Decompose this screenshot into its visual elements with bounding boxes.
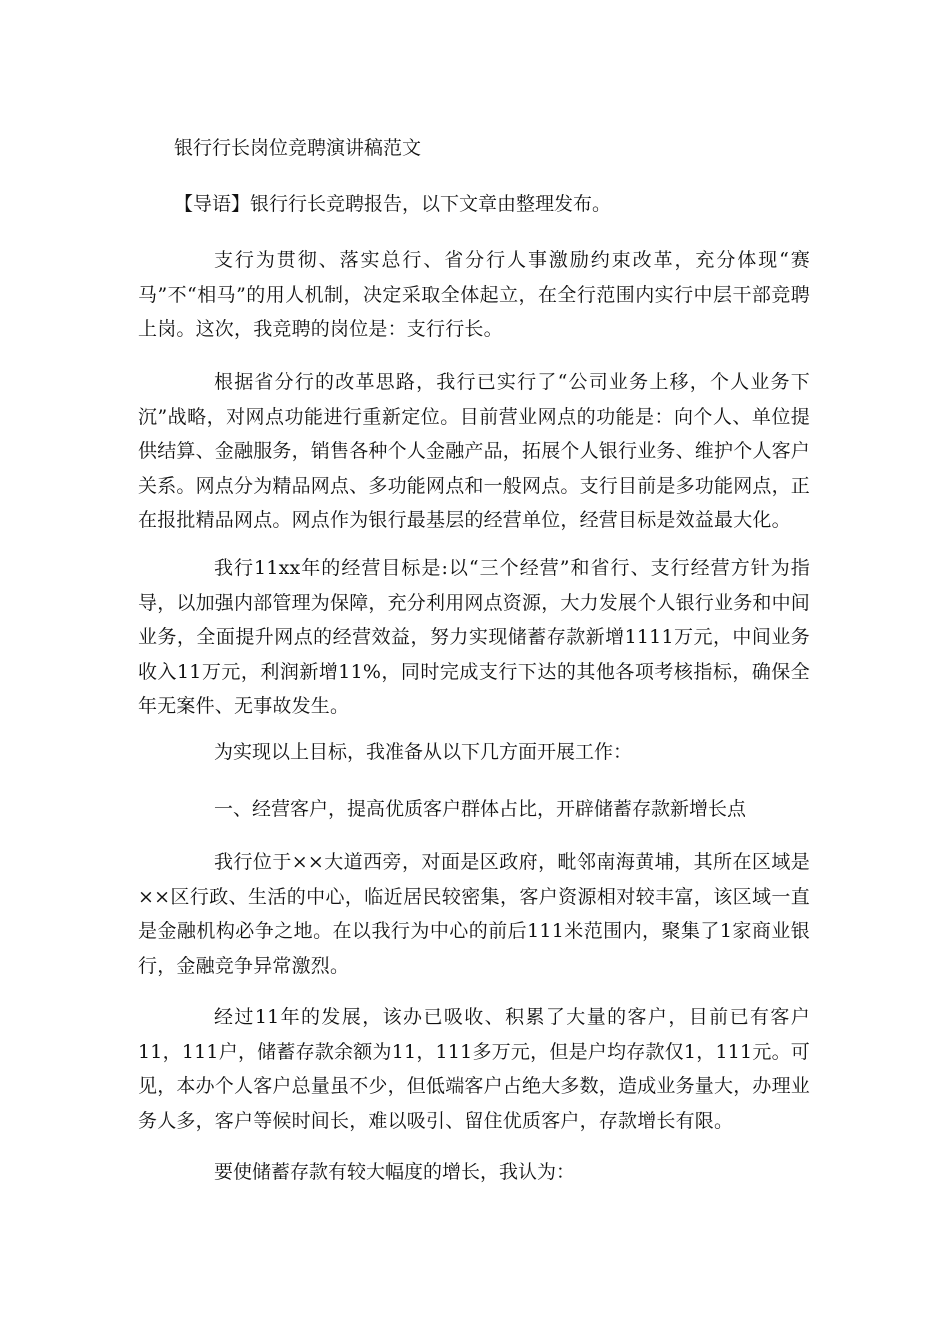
paragraph-5: 我行位于××大道西旁，对面是区政府，毗邻南海黄埔，其所在区域是××区行政、生活的中心，临近居民较密集，客户资源相对较丰富，该区域一直是金融机构必争之地。在以我行为中心的前后111米范围内，聚集了1家商业银行，金融竞争异常激烈。 [138, 851, 810, 977]
section-heading-1: 一、经营客户，提高优质客户群体占比，开辟储蓄存款新增长点 [214, 798, 747, 820]
paragraph-4: 为实现以上目标，我准备从以下几方面开展工作： [214, 741, 633, 763]
document-title: 银行行长岗位竞聘演讲稿范文 [174, 137, 422, 159]
document-lead: 【导语】银行行长竞聘报告，以下文章由整理发布。 [174, 193, 612, 215]
paragraph-7: 要使储蓄存款有较大幅度的增长，我认为： [214, 1161, 576, 1183]
paragraph-2: 根据省分行的改革思路，我行已实行了“公司业务上移，个人业务下沉”战略，对网点功能进行重新定位。目前营业网点的功能是：向个人、单位提供结算、金融服务，销售各种个人金融产品，拓展个人银行业务、维护个人客户关系。网点分为精品网点、多功能网点和一般网点。支行目前是多功能网点，正在报批精品网点。网点作为银行最基层的经营单位，经营目标是效益最大化。 [138, 371, 811, 531]
paragraph-6: 经过11年的发展，该办已吸收、积累了大量的客户，目前已有客户11，111户，储蓄存款余额为11，111多万元，但是户均存款仅1，111元。可见，本办个人客户总量虽不少，但低端客户占绝大多数，造成业务量大，办理业务人多，客户等候时间长，难以吸引、留住优质客户，存款增长有限。 [138, 1006, 811, 1132]
paragraph-3: 我行11xx年的经营目标是:以“三个经营”和省行、支行经营方针为指导，以加强内部管理为保障，充分利用网点资源，大力发展个人银行业务和中间业务，全面提升网点的经营效益，努力实现储蓄存款新增1111万元，中间业务收入11万元，利润新增11%，同时完成支行下达的其他各项考核指标，确保全年无案件、无事故发生。 [138, 557, 811, 717]
paragraph-1: 支行为贯彻、落实总行、省分行人事激励约束改革，充分体现“赛马”不“相马”的用人机制，决定采取全体起立，在全行范围内实行中层干部竞聘上岗。这次，我竞聘的岗位是：支行行长。 [138, 249, 810, 340]
